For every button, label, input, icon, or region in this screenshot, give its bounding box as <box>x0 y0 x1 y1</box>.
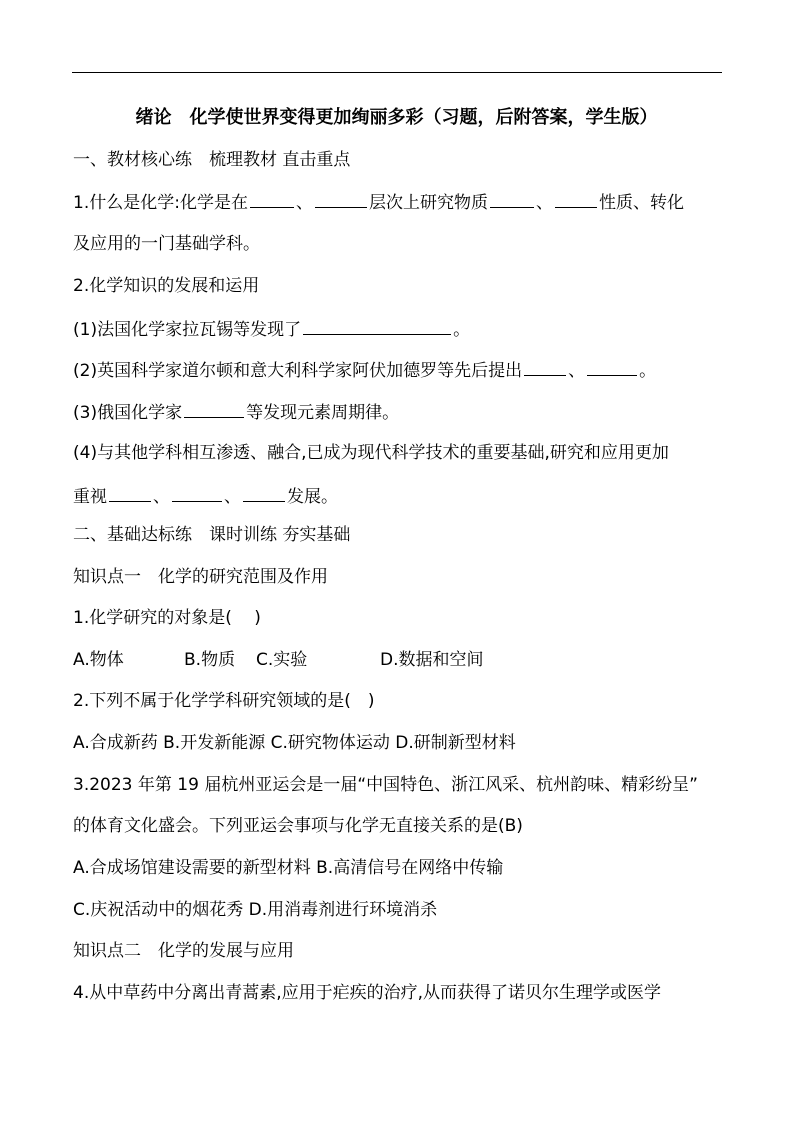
s1-q2-item1 <box>73 317 733 341</box>
fill-blank[interactable] <box>587 358 637 376</box>
fill-blank[interactable] <box>109 484 151 502</box>
fill-blank[interactable] <box>315 190 367 208</box>
fill-blank[interactable] <box>524 358 566 376</box>
s1-q1-sep2: 、 <box>535 193 553 213</box>
s2-q1-stem: 1.化学研究的对象是( ) <box>73 608 261 628</box>
s1-q2-item4-line1: (4)与其他学科相互渗透、融合,已成为现代科学技术的重要基础,研究和应用更加 <box>73 443 669 463</box>
s1-q1-part3: 性质、转化 <box>598 193 684 213</box>
s2-q3-line1: 3.2023 年第 19 届杭州亚运会是一届“中国特色、浙江风采、杭州韵味、精彩纷呈” <box>73 775 698 795</box>
knowledge-point-2: 知识点二 化学的发展与应用 <box>73 941 294 961</box>
s1-q1-sep1: 、 <box>295 193 313 213</box>
option-d[interactable]: D.数据和空间 <box>380 650 484 670</box>
s2-q3-options-ab: A.合成场馆建设需要的新型材料 B.高清信号在网络中传输 <box>73 858 504 878</box>
option-b[interactable]: B.物质 <box>184 650 236 670</box>
document-title: 绪论 化学使世界变得更加绚丽多彩（习题，后附答案，学生版） <box>135 107 658 128</box>
s2-q1-options <box>73 649 733 671</box>
s1-q2-item4-line2 <box>73 484 733 508</box>
s1-q2-item4-sep2: 、 <box>224 487 241 507</box>
s2-q2-options: A.合成新药 B.开发新能源 C.研究物体运动 D.研制新型材料 <box>73 733 516 753</box>
s1-q2-item3-end: 等发现元素周期律。 <box>246 403 400 423</box>
s2-q4-line1: 4.从中草药中分离出青蒿素,应用于疟疾的治疗,从而获得了诺贝尔生理学或医学 <box>73 983 662 1003</box>
fill-blank[interactable] <box>250 190 294 208</box>
s1-q2-item2 <box>73 358 733 382</box>
fill-blank[interactable] <box>555 190 597 208</box>
s1-q2-item1-text: (1)法国化学家拉瓦锡等发现了 <box>73 320 302 340</box>
section1-heading: 一、教材核心练 梳理教材 直击重点 <box>73 150 351 170</box>
fill-blank[interactable] <box>172 484 222 502</box>
knowledge-point-1: 知识点一 化学的研究范围及作用 <box>73 567 328 587</box>
s1-q2-item2-end: 。 <box>639 361 657 381</box>
s2-q3-line2: 的体育文化盛会。下列亚运会事项与化学无直接关系的是(B) <box>73 816 523 836</box>
s1-q1-part2: 层次上研究物质 <box>368 193 488 213</box>
s1-q2-heading: 2.化学知识的发展和运用 <box>73 276 260 296</box>
s1-q2-item4-sep1: 、 <box>153 487 170 507</box>
fill-blank[interactable] <box>303 317 451 335</box>
s1-q1-part1: 1.什么是化学:化学是在 <box>73 193 248 213</box>
fill-blank[interactable] <box>184 400 244 418</box>
header-rule <box>72 72 722 73</box>
s1-q1-line1 <box>73 190 733 214</box>
section2-heading: 二、基础达标练 课时训练 夯实基础 <box>73 525 351 545</box>
fill-blank[interactable] <box>243 484 285 502</box>
s1-q2-item4-text: 重视 <box>73 487 107 507</box>
s1-q2-item1-end: 。 <box>453 320 471 340</box>
s1-q2-item2-sep: 、 <box>568 361 586 381</box>
s1-q2-item2-text: (2)英国科学家道尔顿和意大利科学家阿伏加德罗等先后提出 <box>73 361 523 381</box>
s2-q2-stem: 2.下列不属于化学学科研究领域的是( ) <box>73 691 375 711</box>
option-c[interactable]: C.实验 <box>256 650 308 670</box>
s1-q2-item3-text: (3)俄国化学家 <box>73 403 183 423</box>
s1-q2-item3 <box>73 400 733 424</box>
option-a[interactable]: A.物体 <box>73 650 124 670</box>
s1-q2-item4-end: 发展。 <box>287 487 338 507</box>
s1-q1-line2: 及应用的一门基础学科。 <box>73 234 260 254</box>
s2-q3-options-cd: C.庆祝活动中的烟花秀 D.用消毒剂进行环境消杀 <box>73 900 438 920</box>
fill-blank[interactable] <box>490 190 534 208</box>
